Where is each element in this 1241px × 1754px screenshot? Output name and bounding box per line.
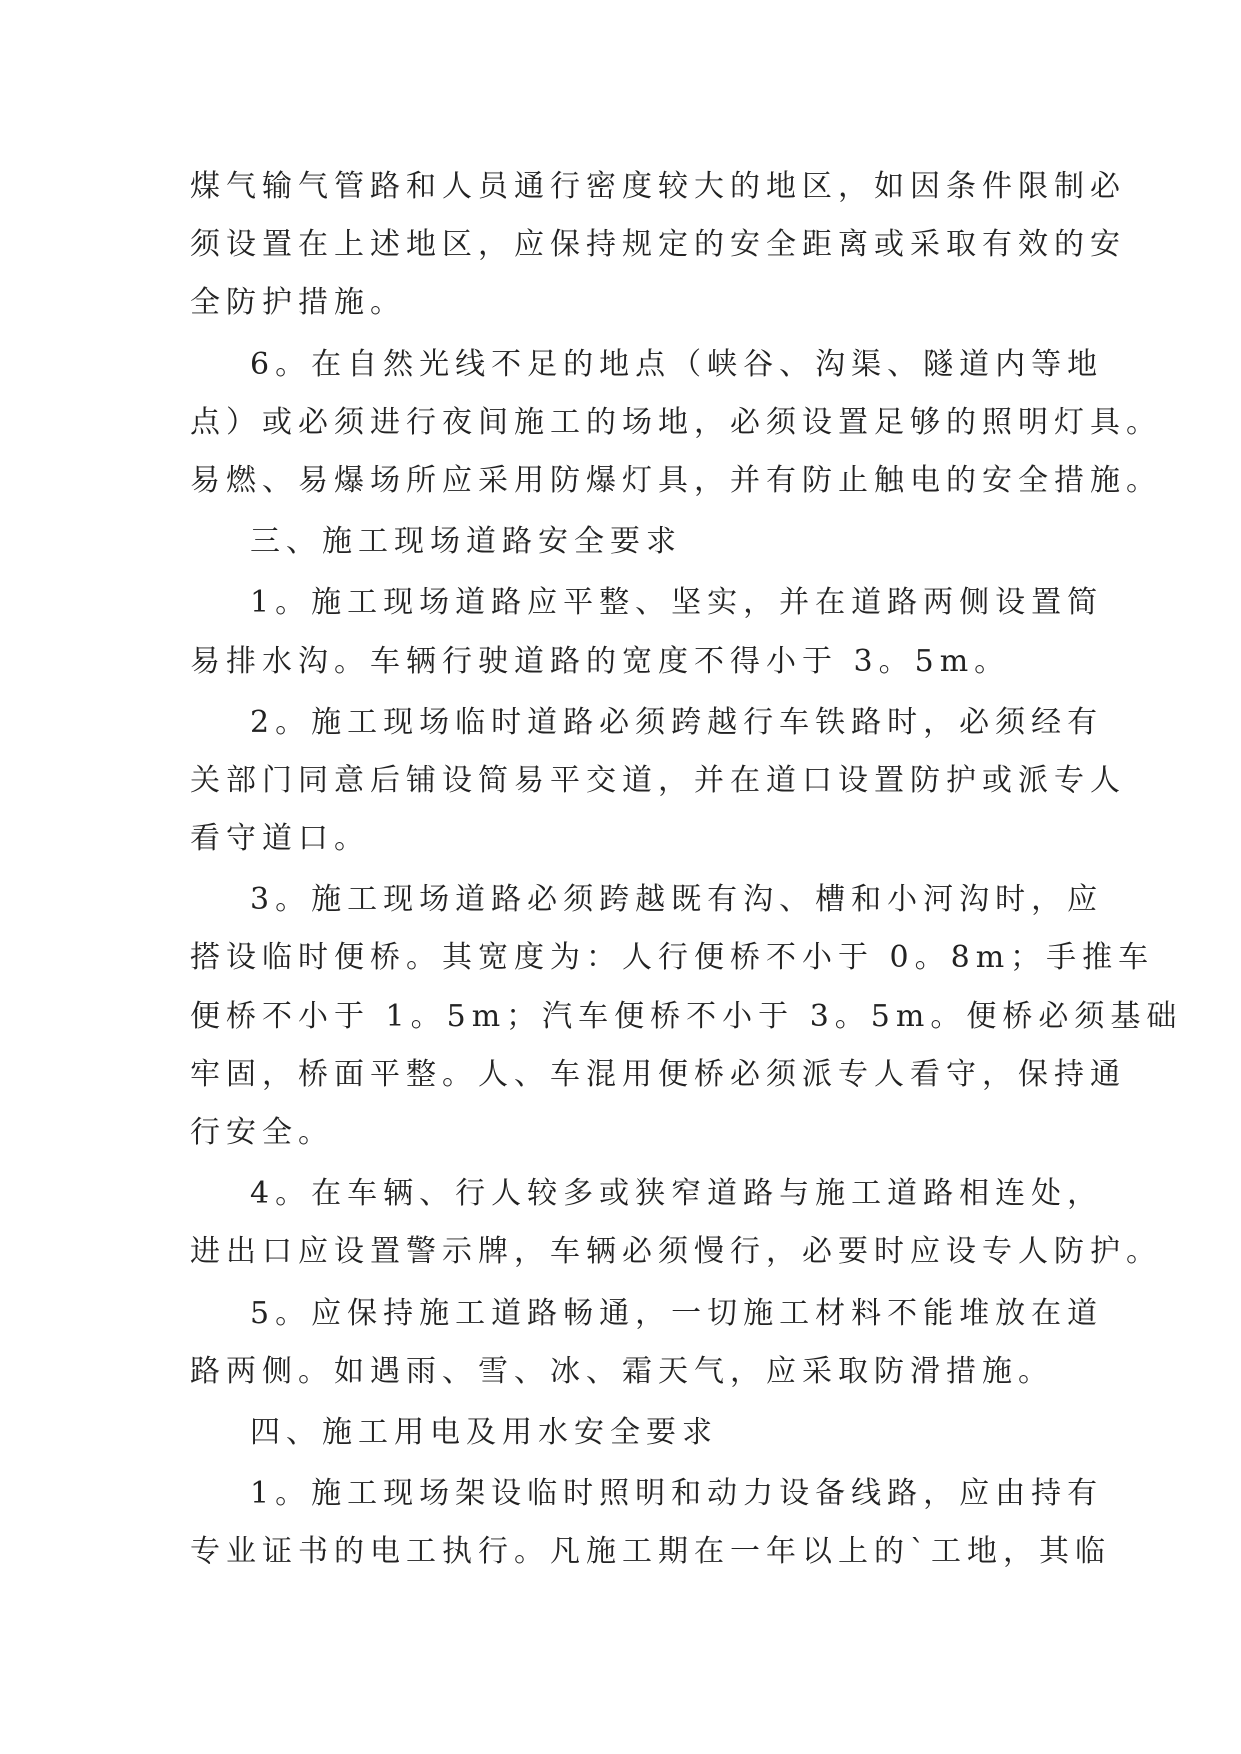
text-line: 牢固，桥面平整。人、车混用便桥必须派专人看守，保持通	[190, 1056, 1126, 1092]
text-line: 3。施工现场道路必须跨越既有沟、槽和小河沟时，应	[250, 882, 1104, 918]
text-line: 看守道口。	[190, 821, 370, 857]
text-line: 煤气输气管路和人员通行密度较大的地区，如因条件限制必	[190, 169, 1126, 204]
text-line: 5。应保持施工道路畅通，一切施工材料不能堆放在道	[250, 1295, 1104, 1331]
text-line: 易燃、易爆场所应采用防爆灯具，并有防止触电的安全措施。	[190, 462, 1162, 498]
text-line: 2。施工现场临时道路必须跨越行车铁路时，必须经有	[250, 704, 1104, 740]
text-line: 1。施工现场道路应平整、坚实，并在道路两侧设置简	[250, 585, 1104, 621]
text-line: 行安全。	[190, 1115, 334, 1150]
text-line: 三、施工现场道路安全要求	[250, 524, 682, 560]
text-line: 关部门同意后铺设简易平交道，并在道口设置防护或派专人	[190, 762, 1126, 798]
text-line: 全防护措施。	[190, 285, 406, 321]
text-line: 进出口应设置警示牌，车辆必须慢行，必要时应设专人防护。	[190, 1234, 1162, 1270]
text-line: 四、施工用电及用水安全要求	[250, 1414, 718, 1450]
text-line: 须设置在上述地区，应保持规定的安全距离或采取有效的安	[190, 227, 1126, 263]
text-line: 6。在自然光线不足的地点（峡谷、沟渠、隧道内等地	[250, 346, 1104, 382]
text-line: 专业证书的电工执行。凡施工期在一年以上的`工地，其临	[190, 1534, 1111, 1570]
text-line: 易排水沟。车辆行驶道路的宽度不得小于 3。5m。	[190, 643, 1011, 679]
text-line: 4。在车辆、行人较多或狭窄道路与施工道路相连处，	[250, 1176, 1104, 1212]
text-line: 搭设临时便桥。其宽度为：人行便桥不小于 0。8m；手推车	[190, 940, 1155, 976]
text-line: 便桥不小于 1。5m；汽车便桥不小于 3。5m。便桥必须基础	[190, 998, 1183, 1034]
text-line: 路两侧。如遇雨、雪、冰、霜天气，应采取防滑措施。	[190, 1353, 1054, 1389]
text-line: 点）或必须进行夜间施工的场地，必须设置足够的照明灯具。	[190, 404, 1162, 440]
text-line: 1。施工现场架设临时照明和动力设备线路，应由持有	[250, 1476, 1104, 1512]
document-body	[190, 158, 1183, 1582]
